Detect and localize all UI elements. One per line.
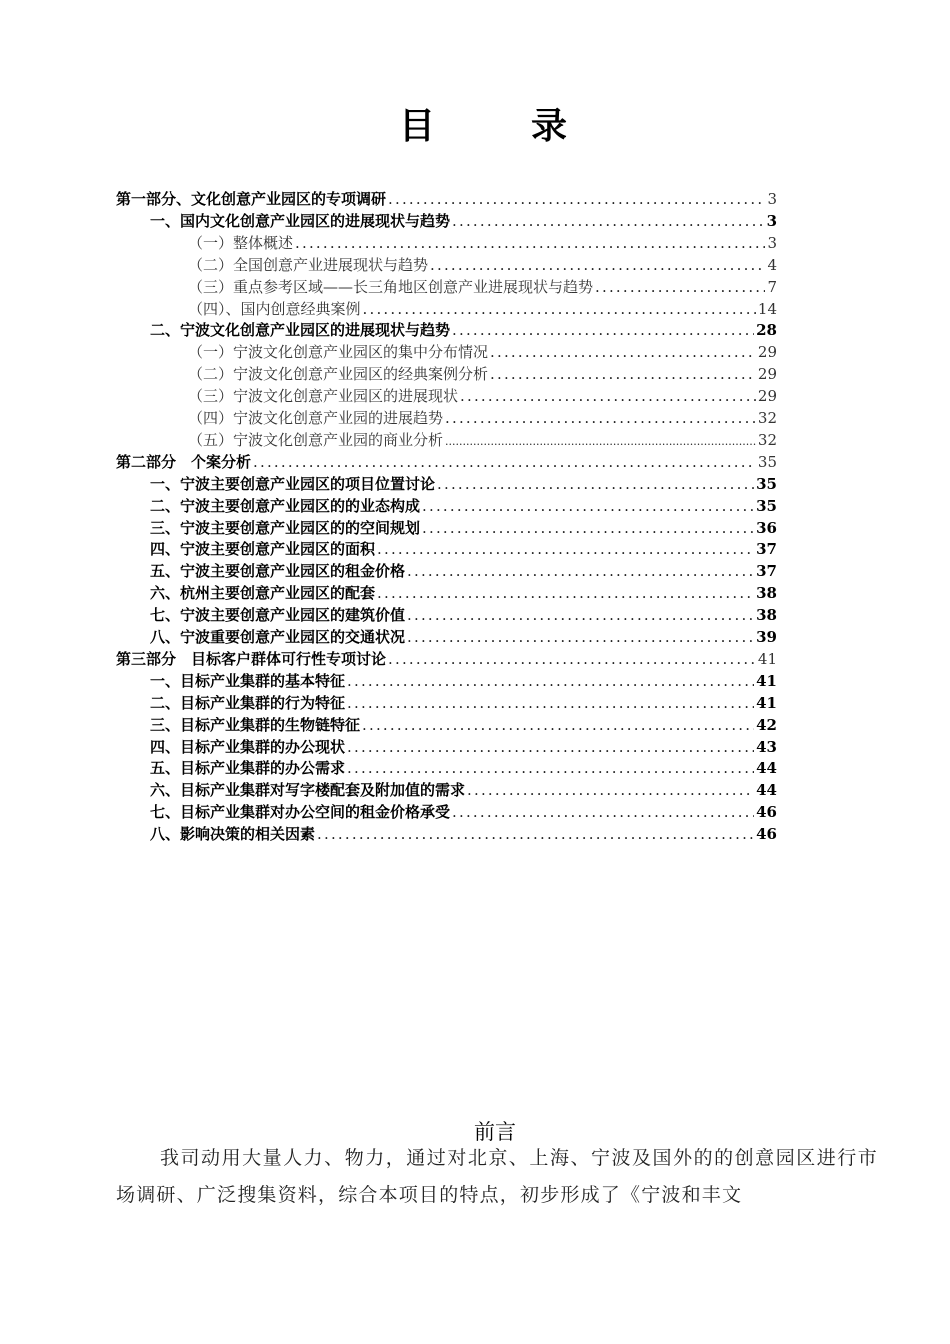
toc-entry[interactable] xyxy=(150,714,777,736)
toc-entry[interactable] xyxy=(150,582,777,604)
toc-entry-title: 四、宁波主要创意产业园区的面积 xyxy=(150,540,376,559)
toc-dot-leader xyxy=(347,757,754,779)
toc-entry-title: （一）整体概述 xyxy=(188,233,294,252)
toc-dot-leader xyxy=(452,801,754,823)
toc-dot-leader xyxy=(377,538,754,560)
toc-entry-title: 七、目标产业集群对办公空间的租金价格承受 xyxy=(150,803,451,822)
toc-entry-title: （五）宁波文化创意产业园的 xyxy=(188,430,384,449)
toc-page-number: 3 xyxy=(766,211,777,230)
toc-entry[interactable] xyxy=(188,429,777,451)
toc-dot-leader xyxy=(363,298,756,320)
toc-entry-title: 第三部分 目标客户群体可行性专项讨论 xyxy=(116,649,387,668)
toc-page-number: 36 xyxy=(756,518,777,537)
toc-page-number: 35 xyxy=(757,452,777,471)
toc-page-number: 35 xyxy=(756,474,777,493)
toc-entry[interactable] xyxy=(188,298,777,320)
toc-entry[interactable] xyxy=(188,276,777,298)
toc-dot-leader xyxy=(388,648,756,670)
toc-entry-title: 第二部分 个案分析 xyxy=(116,452,252,471)
toc-entry-title: 六、杭州主要创意产业园区的配套 xyxy=(150,584,376,603)
toc-dot-leader xyxy=(445,431,756,453)
toc-entry[interactable] xyxy=(150,604,777,626)
toc-entry-title: （四）、国内创意经典案例 xyxy=(188,299,361,318)
toc-dot-leader xyxy=(422,517,754,539)
toc-page-number: 41 xyxy=(757,649,777,668)
toc-page-number: 14 xyxy=(757,299,777,318)
toc-page-number: 41 xyxy=(756,693,777,712)
toc-entry-title: 五、宁波主要创意产业园区的租金价格 xyxy=(150,562,406,581)
toc-entry[interactable] xyxy=(150,757,777,779)
toc-dot-leader xyxy=(452,319,754,341)
toc-page-number: 38 xyxy=(756,584,777,603)
toc-dot-leader xyxy=(407,604,754,626)
toc-dot-leader xyxy=(347,670,754,692)
toc-entry-title: （四）宁波文化创意产业园的进展趋势 xyxy=(188,409,444,427)
toc-entry[interactable] xyxy=(150,560,777,582)
toc-page-number: 29 xyxy=(757,343,777,362)
toc-entry[interactable] xyxy=(116,188,777,210)
toc-page-number: 32 xyxy=(757,409,777,427)
toc-entry[interactable] xyxy=(150,779,777,801)
toc-entry[interactable] xyxy=(188,407,777,429)
toc-page-number: 3 xyxy=(767,190,777,208)
toc-entry[interactable] xyxy=(116,648,777,670)
toc-entry[interactable] xyxy=(188,341,777,363)
toc-entry-title: 一、目标产业集群的基本特征 xyxy=(150,671,346,690)
toc-entry[interactable] xyxy=(188,254,777,276)
toc-page-number: 29 xyxy=(757,387,777,406)
toc-entry-title: （二）全国创意产业进展现状与趋势 xyxy=(188,255,429,274)
toc-dot-leader xyxy=(422,495,754,517)
toc-entry-title: 二、宁波文化创意产业园区的进展现状与趋势 xyxy=(150,321,451,340)
preface-paragraph: 我司动用大量人力、物力，通过对北京、上海、宁波及国外的的创意园区进行市场调研、广泛搜集资料，综合本项目的特点，初步形成了《宁波和丰文 xyxy=(116,1147,878,1206)
toc-entry-title: 二、宁波主要创意产业园区的的业态构成 xyxy=(150,496,421,515)
toc-entry[interactable] xyxy=(150,319,777,341)
toc-page-number: 3 xyxy=(767,233,777,252)
toc-page-number: 7 xyxy=(767,277,777,296)
toc-entry-title: 五、目标产业集群的办公需求 xyxy=(150,759,346,778)
toc-dot-leader xyxy=(362,714,754,736)
toc-entry[interactable] xyxy=(150,626,777,648)
toc-page-number: 37 xyxy=(756,562,777,581)
toc-entry-highlight: 商业分析 xyxy=(383,430,444,449)
toc-entry[interactable] xyxy=(150,823,777,845)
toc-dot-leader xyxy=(437,473,754,495)
toc-page-number: 32 xyxy=(757,430,777,449)
toc-entry-title: 一、国内文化创意产业园区的进展现状与趋势 xyxy=(150,211,451,230)
toc-dot-leader xyxy=(317,823,754,845)
toc-entry[interactable] xyxy=(150,736,777,758)
toc-dot-leader xyxy=(388,188,765,210)
toc-entry[interactable] xyxy=(150,517,777,539)
toc-entry-title: 八、影响决策的相关因素 xyxy=(150,825,316,844)
toc-dot-leader xyxy=(253,451,756,473)
toc-dot-leader xyxy=(295,232,765,254)
toc-page-number: 39 xyxy=(756,628,777,646)
toc-entry-title: 二、目标产业集群的行为特征 xyxy=(150,693,346,712)
toc-page-number: 28 xyxy=(756,321,777,340)
toc-entry[interactable] xyxy=(150,538,777,560)
toc-page-number: 41 xyxy=(756,671,777,690)
toc-dot-leader xyxy=(490,363,756,385)
toc-entry-title: 七、宁波主要创意产业园区的建筑价值 xyxy=(150,606,406,625)
toc-dot-leader xyxy=(467,779,754,801)
toc-dot-leader xyxy=(460,385,756,407)
toc-page-number: 46 xyxy=(756,803,777,822)
toc-entry[interactable] xyxy=(150,801,777,823)
toc-entry[interactable] xyxy=(150,210,777,232)
toc-dot-leader xyxy=(347,736,754,758)
toc-page-number: 37 xyxy=(756,540,777,559)
toc-dot-leader xyxy=(595,276,765,298)
toc-page-number: 44 xyxy=(756,759,777,778)
toc-page-number: 35 xyxy=(756,496,777,515)
toc-dot-leader xyxy=(452,210,765,232)
toc-dot-leader xyxy=(407,560,754,582)
preface-title: 前言 xyxy=(474,1120,516,1144)
toc-entry[interactable] xyxy=(150,692,777,714)
toc-entry-title: 三、宁波主要创意产业园区的的空间规划 xyxy=(150,518,421,537)
toc-entry-title: 三、目标产业集群的生物链特征 xyxy=(150,715,361,734)
toc-entry-title: 第一部分、文化创意产业园区的专项调研 xyxy=(116,190,387,208)
toc-entry[interactable] xyxy=(150,495,777,517)
toc-entry-title: （三）重点参考区域——长三角地区创意产业进展现状与趋势 xyxy=(188,277,594,296)
toc-page-number: 43 xyxy=(756,737,777,756)
toc-entry[interactable] xyxy=(150,473,777,495)
toc-page-number: 46 xyxy=(756,825,777,844)
toc-dot-leader xyxy=(430,254,765,276)
toc-page-number: 42 xyxy=(756,715,777,734)
toc-dot-leader xyxy=(377,582,754,604)
toc-dot-leader xyxy=(445,407,756,429)
toc-entry-title: 四、目标产业集群的办公现状 xyxy=(150,737,346,756)
toc-entry[interactable] xyxy=(116,451,777,473)
toc-entry[interactable] xyxy=(188,232,777,254)
toc-entry-title: （三）宁波文化创意产业园区的进展现状 xyxy=(188,387,459,406)
toc-dot-leader xyxy=(490,341,756,363)
toc-entry-title: （二）宁波文化创意产业园区的经典案例分析 xyxy=(188,365,489,384)
toc-entry[interactable] xyxy=(188,363,777,385)
toc-entry-title: 六、目标产业集群对写字楼配套及附加值的需求 xyxy=(150,781,466,800)
toc-dot-leader xyxy=(347,692,754,714)
toc-page-number: 4 xyxy=(767,255,777,274)
toc-title: 目 录 xyxy=(398,106,597,147)
toc-page-number: 38 xyxy=(756,606,777,625)
toc-entry[interactable] xyxy=(150,670,777,692)
toc-entry[interactable] xyxy=(188,385,777,407)
toc-page-number: 29 xyxy=(757,365,777,384)
toc-dot-leader xyxy=(407,626,754,648)
toc-page-number: 44 xyxy=(756,781,777,800)
toc-entry-title: 八、宁波重要创意产业园区的交通状况 xyxy=(150,628,406,646)
toc-entry-title: 一、宁波主要创意产业园区的项目位置讨论 xyxy=(150,474,436,493)
toc-entry-title: （一）宁波文化创意产业园区的集中分布情况 xyxy=(188,343,489,362)
